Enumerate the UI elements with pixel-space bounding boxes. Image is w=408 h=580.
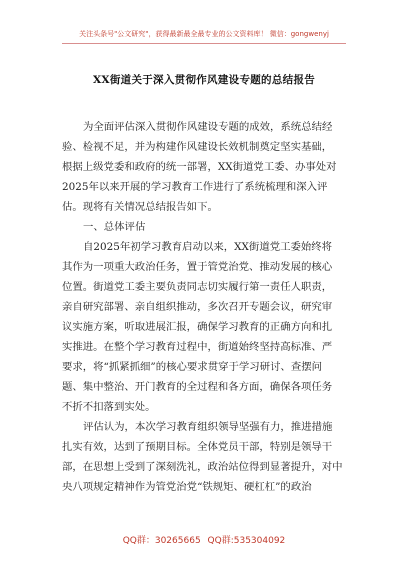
document-body (62, 117, 352, 497)
qq-group-2: QQ群:535304092 (207, 536, 286, 546)
contact-footer (0, 533, 408, 546)
body-line: 实推进。在整个学习教育过程中，街道始终坚持高标准、严 (62, 341, 333, 353)
body-line: 扎实有效，达到了预期目标。全体党员干部，特别是领导干 (62, 441, 333, 453)
body-line: 议实施方案，听取进展汇报，确保学习教育的正确方向和扎 (62, 321, 333, 333)
body-line: 部，在思想上受到了深刻洗礼，政治站位得到显著提升，对中 (62, 461, 343, 473)
body-line: 题、集中整治、开门教育的全过程和各方面，确保各项任务 (62, 381, 333, 393)
body-line: 为全面评估深入贯彻作风建设专题的成效，系统总结经 (83, 121, 333, 133)
qq-group-1: QQ群：30265665 (122, 536, 201, 546)
body-line: 自2025年初学习教育启动以来，XX街道党工委始终将 (83, 241, 333, 253)
body-line: 估。现将有关情况总结报告如下。 (62, 201, 218, 213)
body-line: 央八项规定精神作为管党治党“铁规矩、硬杠杠”的政治 (62, 481, 312, 493)
body-line: 亲自研究部署、亲自组织推动，多次召开专题会议，研究审 (62, 301, 333, 313)
body-line: 位置。街道党工委主要负责同志切实履行第一责任人职责， (62, 281, 333, 293)
document-title: XX街道关于深入贯彻作风建设专题的总结报告 (92, 74, 316, 86)
body-line: 要求，将“抓紧抓细”的核心要求贯穿于学习研讨、查摆问 (62, 361, 322, 373)
body-line: 验、检视不足，并为构建作风建设长效机制奠定坚实基础， (62, 141, 333, 153)
body-line: 不折不扣落到实处。 (62, 401, 156, 413)
body-line: 评估认为，本次学习教育组织领导坚强有力，推进措施 (83, 421, 333, 433)
section-heading: 一、总体评估 (83, 221, 146, 233)
promo-banner: 关注头条号"公文研究"，获得最新最全最专业的公文资料库！ 微信：gongwenyj (79, 30, 329, 38)
body-line: 其作为一项重大政治任务，置于管党治党、推动发展的核心 (62, 261, 333, 273)
header-divider (62, 43, 346, 44)
body-line: 2025年以来开展的学习教育工作进行了系统梳理和深入评 (62, 181, 328, 193)
body-line: 根据上级党委和政府的统一部署，XX街道党工委、办事处对 (62, 161, 337, 173)
